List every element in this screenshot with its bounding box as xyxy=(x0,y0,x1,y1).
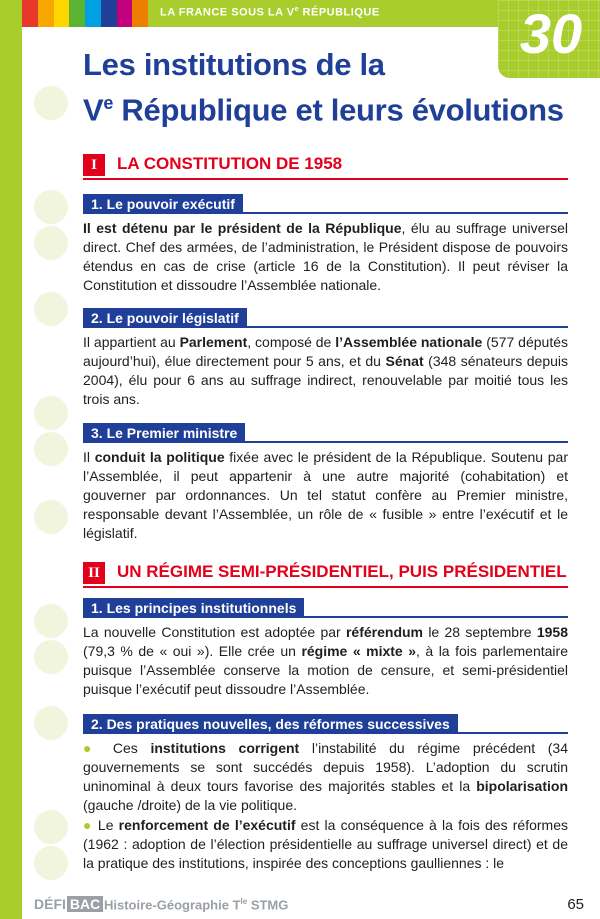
margin-dot xyxy=(34,706,68,740)
color-stripe xyxy=(85,0,101,27)
section-title: LA CONSTITUTION DE 1958 xyxy=(117,154,343,173)
page-title: Les institutions de la Ve République et leurs évolutions xyxy=(83,47,564,128)
section-title: UN RÉGIME SEMI-PRÉSIDENTIEL, PUIS PRÉSIDENTIEL xyxy=(117,562,567,581)
paragraph-principles: La nouvelle Constitution est adoptée par référendum le 28 septembre 1958 (79,3 % de « oui »). Elle crée un régime « mixte », à la fois parlementaire puisque l’Assemblée conserve la motion de censure, et semi-présidentiel puisque l’exécutif peut dissoudre l’Assemblée. xyxy=(83,624,568,697)
color-stripe xyxy=(101,0,117,27)
margin-dot xyxy=(34,292,68,326)
section-number: I xyxy=(83,154,105,176)
subheading-principles: 1. Les principes institutionnels xyxy=(83,598,568,618)
margin-dot xyxy=(34,500,68,534)
page-number: 65 xyxy=(567,896,584,913)
section-number: II xyxy=(83,562,105,584)
subheading-legislative: 2. Le pouvoir législatif xyxy=(83,308,568,328)
margin-dot xyxy=(34,846,68,880)
chapter-number: 30 xyxy=(519,2,583,65)
margin-dot xyxy=(34,432,68,466)
section-heading-2 xyxy=(83,560,568,588)
color-stripe xyxy=(22,0,38,27)
bullet-icon: ● xyxy=(83,817,93,833)
bullet-icon: ● xyxy=(83,740,101,756)
margin-dot xyxy=(34,604,68,638)
running-title: LA FRANCE SOUS LA Ve RÉPUBLIQUE xyxy=(160,6,380,19)
color-stripe xyxy=(69,0,85,27)
paragraph-executive: Il est détenu par le président de la République, élu au suffrage universel direct. Chef des armées, de l’administration, le Président dispose de pouvoirs étendus en cas de crise (article 16 de la Constitution). Il peut réviser la Constitution et dissoudre l’Assemblée nationale. xyxy=(83,220,568,293)
book-subject: Histoire-Géographie $T^{le}$ STMG xyxy=(104,897,289,913)
margin-dot xyxy=(34,810,68,844)
margin-dots xyxy=(22,0,72,919)
margin-dot xyxy=(34,396,68,430)
margin-dot xyxy=(34,226,68,260)
brand-logo: DÉFI BAC xyxy=(34,896,103,912)
paragraph-legislative: Il appartient au Parlement, composé de l’Assemblée nationale (577 députés aujourd’hui), élue directement pour 5 ans, et du Sénat (348 sénateurs depuis 2004), élu pour 6 ans au suffrage indirect, renouvelable par moitié tous les trois ans. xyxy=(83,334,568,407)
subheading-prime-minister: 3. Le Premier ministre xyxy=(83,423,568,443)
color-stripes xyxy=(22,0,148,27)
subheading-practices: 2. Des pratiques nouvelles, des réformes successives xyxy=(83,714,568,734)
color-stripe xyxy=(117,0,133,27)
margin-dot xyxy=(34,190,68,224)
color-stripe xyxy=(38,0,54,27)
margin-dot xyxy=(34,86,68,120)
color-stripe xyxy=(132,0,148,27)
section-heading-1 xyxy=(83,152,568,180)
paragraph-practices-1: ● Ces institutions corrigent l’instabilité du régime précédent (34 gouvernements se sont succédés depuis 1958). L’adoption du scrutin uninominal à deux tours favorise des majorités stables et la bipolarisation (gauche /droite) de la vie politique. xyxy=(83,740,568,813)
subheading-executive: 1. Le pouvoir exécutif xyxy=(83,194,568,214)
left-margin-strip xyxy=(0,0,22,919)
page-footer xyxy=(22,892,600,919)
color-stripe xyxy=(54,0,70,27)
paragraph-prime-minister: Il conduit la politique fixée avec le président de la République. Soutenu par l’Assemblée, il peut appartenir à une autre majorité (cohabitation) et gouverner par ordonnances. Un tel statut confère au Premier ministre, responsable devant l’Assemblée, un rôle de « fusible » entre l’exécutif et le législatif. xyxy=(83,449,568,541)
paragraph-practices-2: ● Le renforcement de l’exécutif est la conséquence à la fois des réformes (1962 : adoption de l’élection présidentielle au suffrage universel direct) et de la pratique des institutions, inspirée des conceptions gaulliennes : le xyxy=(83,817,569,871)
margin-dot xyxy=(34,640,68,674)
